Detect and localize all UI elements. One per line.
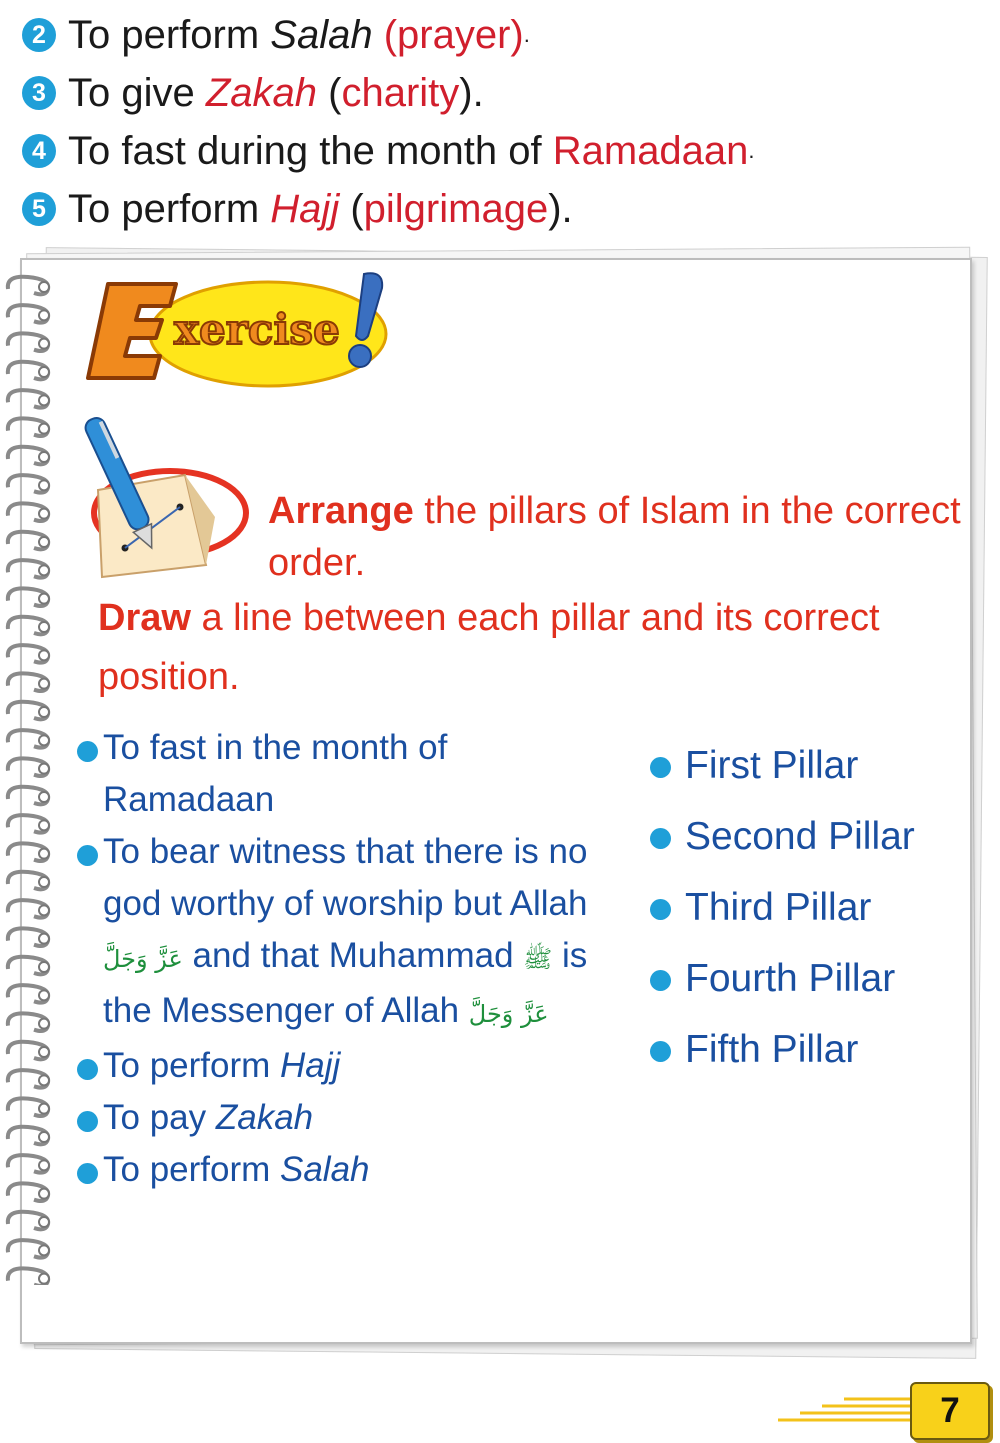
spiral-binding	[0, 265, 60, 1285]
pillar-text: To perform	[68, 186, 271, 231]
item-text: To perform	[103, 1046, 280, 1085]
spiral-hole	[39, 849, 49, 859]
pillar-period: .	[472, 70, 484, 115]
pillar-period: .	[523, 22, 530, 47]
page-number-lines	[778, 1396, 910, 1426]
spiral-hole	[39, 1104, 49, 1114]
number-badge: 3	[22, 76, 56, 110]
pillar-positions	[648, 738, 968, 1093]
spiral-hole	[39, 480, 49, 490]
pillar-period: .	[561, 186, 573, 231]
spiral-hole	[39, 1047, 49, 1057]
position-label: Fifth Pillar	[685, 1028, 859, 1071]
honorific: عَزَّ وَجَلَّ	[103, 945, 183, 973]
pillar-meaning-open: (	[328, 70, 342, 115]
bullet-icon	[77, 1111, 98, 1132]
instruction-draw	[98, 589, 918, 707]
pillar-text: To fast during the month of	[68, 128, 553, 173]
pillar-text: To perform	[68, 12, 271, 57]
spiral-hole	[39, 905, 49, 915]
spiral-hole	[39, 282, 49, 292]
bullet-icon	[650, 828, 671, 849]
spiral-hole	[39, 679, 49, 689]
position-label: Fourth Pillar	[685, 957, 896, 1000]
list-item	[74, 826, 614, 1040]
list-item	[74, 1144, 614, 1196]
spiral-hole	[39, 339, 49, 349]
item-term: Salah	[280, 1150, 370, 1189]
spiral-hole	[39, 820, 49, 830]
bullet-icon	[77, 845, 98, 866]
spiral-hole	[39, 1160, 49, 1170]
item-term: Hajj	[280, 1046, 341, 1085]
item-text: and that Muhammad	[182, 936, 524, 975]
pillar-row-2	[22, 6, 755, 64]
item-text: To perform	[103, 1150, 280, 1189]
pillar-row-5	[22, 180, 755, 238]
position-label: Third Pillar	[685, 886, 872, 929]
pillar-term: Hajj	[270, 186, 340, 231]
pillar-meaning: charity	[341, 70, 460, 115]
item-text: To pay	[103, 1098, 216, 1137]
number-badge: 2	[22, 18, 56, 52]
spiral-hole	[39, 1274, 49, 1284]
bullet-icon	[77, 741, 98, 762]
item-text: To fast in the month of Ramadaan	[103, 728, 448, 819]
spiral-hole	[39, 877, 49, 887]
spiral-hole	[39, 452, 49, 462]
pillar-meaning-open: (	[350, 186, 364, 231]
spiral-hole	[39, 367, 49, 377]
spiral-hole	[39, 707, 49, 717]
instruction-text: the pillars of Islam in the correct order.	[268, 490, 961, 584]
list-item[interactable]	[648, 738, 968, 809]
number-badge: 4	[22, 134, 56, 168]
position-label: First Pillar	[685, 744, 859, 787]
instruction-text: a line between each pillar and its correct position.	[98, 597, 880, 698]
instruction-arrange	[268, 485, 968, 589]
pillar-term: Salah	[270, 12, 373, 57]
spiral-hole	[39, 1189, 49, 1199]
exercise-badge	[78, 266, 398, 396]
pillars-list	[22, 6, 755, 238]
spiral-hole	[39, 424, 49, 434]
spiral-hole	[39, 509, 49, 519]
bullet-icon	[650, 757, 671, 778]
pillar-term: Zakah	[205, 70, 318, 115]
spiral-hole	[39, 565, 49, 575]
list-item[interactable]	[648, 880, 968, 951]
bullet-icon	[650, 1041, 671, 1062]
spiral-hole	[39, 650, 49, 660]
number-badge: 5	[22, 192, 56, 226]
pillar-text: To give	[68, 70, 206, 115]
spiral-hole	[39, 594, 49, 604]
list-item	[74, 1092, 614, 1144]
item-term: Zakah	[215, 1098, 314, 1137]
pillar-meaning-close: )	[459, 70, 473, 115]
spiral-hole	[39, 310, 49, 320]
spiral-hole	[39, 990, 49, 1000]
spiral-hole	[39, 537, 49, 547]
item-text: To bear witness that there is no god worthy of worship but Allah	[103, 832, 588, 923]
spiral-hole	[39, 735, 49, 745]
bullet-icon	[77, 1059, 98, 1080]
pen-paper-icon	[80, 405, 255, 590]
bullet-icon	[650, 899, 671, 920]
pillar-descriptions	[74, 722, 614, 1196]
svg-text:xercise: xercise	[174, 305, 340, 354]
item-text: is the Messenger of Allah	[103, 936, 588, 1030]
list-item	[74, 1040, 614, 1092]
spiral-hole	[39, 1132, 49, 1142]
pillar-meaning: (prayer)	[383, 12, 524, 57]
bullet-icon	[77, 1163, 98, 1184]
spiral-hole	[39, 934, 49, 944]
spiral-hole	[39, 1075, 49, 1085]
position-label: Second Pillar	[685, 815, 915, 858]
pillar-row-3	[22, 64, 755, 122]
instruction-verb: Arrange	[268, 490, 414, 532]
spiral-hole	[39, 792, 49, 802]
pillar-period: .	[748, 138, 755, 163]
pillar-meaning-close: )	[548, 186, 562, 231]
list-item[interactable]	[648, 1022, 968, 1093]
spiral-hole	[39, 1245, 49, 1255]
spiral-hole	[39, 1019, 49, 1029]
pillar-term: Ramadaan	[552, 128, 749, 173]
list-item	[74, 722, 614, 826]
spiral-hole	[39, 622, 49, 632]
bullet-icon	[650, 970, 671, 991]
spiral-hole	[39, 962, 49, 972]
spiral-hole	[39, 1217, 49, 1227]
honorific: ﷺ	[523, 945, 553, 973]
pillar-meaning: pilgrimage	[363, 186, 549, 231]
list-item[interactable]	[648, 809, 968, 880]
instruction-verb: Draw	[98, 597, 191, 639]
pillar-row-4	[22, 122, 755, 180]
spiral-hole	[39, 395, 49, 405]
spiral-hole	[39, 764, 49, 774]
honorific: عَزَّ وَجَلَّ	[468, 1000, 549, 1028]
list-item[interactable]	[648, 951, 968, 1022]
page-number: 7	[910, 1382, 990, 1440]
